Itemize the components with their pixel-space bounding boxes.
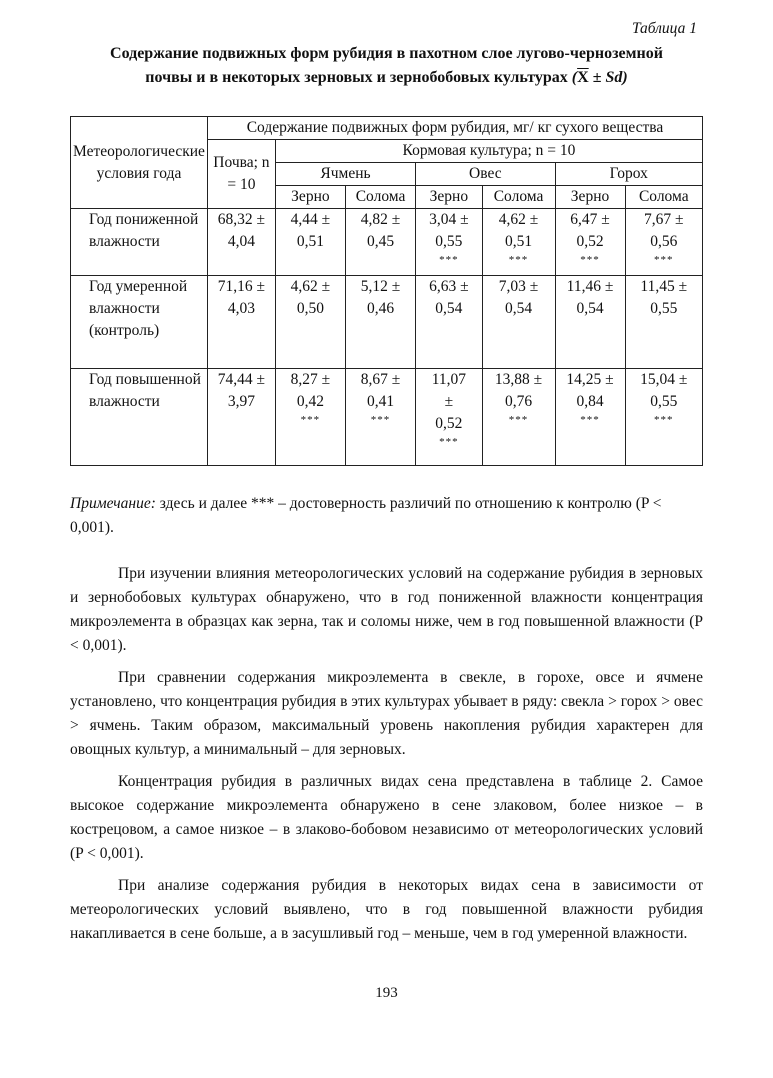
significance-mark: *** <box>580 254 600 266</box>
soil-value-line: 71,16 ± <box>217 278 266 295</box>
crop-value-line: 15,04 ± <box>640 371 688 388</box>
crop-value <box>416 276 482 369</box>
crop-value <box>275 276 345 369</box>
crop-value-line: 14,25 ± <box>566 371 614 388</box>
header-crop-1: Овес <box>416 163 555 186</box>
caption-formula-open: ( <box>571 69 578 86</box>
header-sub-2: Зерно <box>416 186 482 209</box>
crop-value-line: 0,54 <box>576 300 604 317</box>
significance-mark: *** <box>580 414 600 426</box>
soil-value <box>207 369 275 466</box>
crop-value-line: 0,46 <box>366 300 395 317</box>
significance-mark: *** <box>439 436 459 448</box>
significance-mark: *** <box>508 254 529 266</box>
rubidium-table <box>70 116 703 466</box>
soil-value-line: 4,04 <box>227 233 255 250</box>
crop-value <box>625 369 702 466</box>
crop-value <box>555 209 625 276</box>
header-soil: Почва; n = 10 <box>207 140 275 209</box>
crop-value-line: 0,56 <box>650 233 678 250</box>
crop-value <box>555 369 625 466</box>
crop-value-line: 0,51 <box>504 233 533 250</box>
crop-value-line: 0,76 <box>504 393 533 410</box>
crop-value-line: 0,54 <box>504 300 533 317</box>
crop-value <box>345 209 415 276</box>
crop-value-line: 0,50 <box>296 300 324 317</box>
crop-value-line: 6,63 ± <box>429 278 469 295</box>
crop-value-line: 0,41 <box>366 393 395 410</box>
crop-value-line: 0,42 <box>296 393 324 410</box>
header-content: Содержание подвижных форм рубидия, мг/ кг сухого вещества <box>207 117 702 140</box>
crop-value-line: 0,55 <box>650 393 678 410</box>
crop-value <box>555 276 625 369</box>
crop-value-line: 0,52 <box>576 233 604 250</box>
crop-value-line: 0,45 <box>366 233 395 250</box>
soil-value <box>207 209 275 276</box>
crop-value <box>345 276 415 369</box>
table-label: Таблица 1 <box>631 20 697 37</box>
significance-mark: *** <box>654 254 674 266</box>
header-sub-1: Солома <box>345 186 415 209</box>
crop-value-line: 7,67 ± <box>644 211 684 228</box>
crop-value-line: 0,55 <box>650 300 678 317</box>
body-text <box>70 562 703 954</box>
header-sub-0: Зерно <box>275 186 345 209</box>
caption-line-2-text: почвы и в некоторых зерновых и зернобобовых культурах <box>145 69 572 86</box>
crop-value-line: 5,12 ± <box>360 278 401 295</box>
crop-value <box>625 209 702 276</box>
crop-value <box>482 369 555 466</box>
paragraph: При сравнении содержания микроэлемента в свекле, в горохе, овсе и ячмене установлено, что концентрация рубидия в этих культурах убывает в ряду: свекла > горох > овес > ячмень. Таким образом, максимальный уровень накопления рубидия характерен для овощных культур, а минимальный – для зерновых. <box>70 669 703 758</box>
crop-value-line: 13,88 ± <box>494 371 543 388</box>
table-row <box>71 209 703 276</box>
crop-value-line: 3,04 ± <box>429 211 469 228</box>
caption-line-2 <box>70 66 703 90</box>
header-sub-5: Солома <box>625 186 702 209</box>
crop-value-line: 4,62 ± <box>498 211 539 228</box>
page-number: 193 <box>375 985 398 1001</box>
caption-formula-rest: ± Sd) <box>588 69 628 86</box>
table-row <box>71 276 703 369</box>
crop-value <box>482 209 555 276</box>
crop-value-line: 0,54 <box>435 300 463 317</box>
crop-value-line: 0,55 <box>435 233 463 250</box>
header-sub-3: Солома <box>482 186 555 209</box>
crop-value-line: 8,27 ± <box>290 371 331 388</box>
header-sub-4: Зерно <box>555 186 625 209</box>
crop-value-line: 11,07 <box>431 371 467 388</box>
soil-value-line: 68,32 ± <box>217 211 266 228</box>
crop-value <box>275 209 345 276</box>
table-note <box>70 492 703 540</box>
crop-value-line: 6,47 ± <box>570 211 610 228</box>
significance-mark: *** <box>439 254 459 266</box>
table-row <box>71 369 703 466</box>
significance-mark: *** <box>654 414 674 426</box>
crop-value <box>345 369 415 466</box>
soil-value <box>207 276 275 369</box>
significance-mark: *** <box>300 414 321 426</box>
crop-value-line: 4,44 ± <box>290 211 331 228</box>
crop-value-line: 0,52 <box>435 415 463 432</box>
caption-formula-x: $\overline{X}$ <box>577 69 589 86</box>
row-label: Год пониженной влажности <box>71 209 208 276</box>
crop-value-line: 7,03 ± <box>498 278 539 295</box>
header-conditions: Метеорологические условия года <box>71 117 208 209</box>
paragraph: При изучении влияния метеорологических условий на содержание рубидия в зерновых и зернобобовых культурах обнаружено, что в год пониженной влажности концентрация микроэлемента в образцах как зерна, так и соломы ниже, чем в год повышенной влажности (P < 0,001). <box>70 565 703 654</box>
soil-value-line: 4,03 <box>227 300 255 317</box>
crop-value <box>625 276 702 369</box>
crop-value <box>416 369 482 466</box>
paragraph: Концентрация рубидия в различных видах сена представлена в таблице 2. Самое высокое содержание микроэлемента обнаружено в сене злаковом, более низкое – в кострецовом, а самое низкое – в злаково-бобовом независимо от метеорологических условий (P < 0,001). <box>70 773 703 862</box>
paragraph: При анализе содержания рубидия в некоторых видах сена в зависимости от метеорологических условий выявлено, что в год повышенной влажности рубидия накапливается в сене больше, а в засушливый год – меньше, чем в год умеренной влажности. <box>70 877 703 942</box>
note-label: Примечание: <box>70 495 156 512</box>
crop-value <box>275 369 345 466</box>
crop-value-line: 0,51 <box>296 233 324 250</box>
crop-value-line: 4,62 ± <box>290 278 331 295</box>
significance-mark: *** <box>508 414 529 426</box>
significance-mark: *** <box>370 414 391 426</box>
header-crop: Кормовая культура; n = 10 <box>275 140 702 163</box>
header-crop-0: Ячмень <box>275 163 415 186</box>
note-text: здесь и далее *** – достоверность различий по отношению к контролю (P < 0,001). <box>70 495 662 536</box>
crop-value-line: 11,46 ± <box>566 278 614 295</box>
row-label: Год умеренной влажности (контроль) <box>71 276 208 369</box>
crop-value-line: 0,84 <box>576 393 604 410</box>
caption-formula <box>572 69 628 86</box>
soil-value-line: 3,97 <box>227 393 255 410</box>
crop-value <box>416 209 482 276</box>
soil-value-line: 74,44 ± <box>217 371 266 388</box>
crop-value-line: 4,82 ± <box>360 211 401 228</box>
caption-line-1: Содержание подвижных форм рубидия в пахотном слое лугово-черноземной <box>110 45 663 62</box>
row-label: Год повышенной влажности <box>71 369 208 466</box>
crop-value-line: ± <box>444 393 454 410</box>
crop-value <box>482 276 555 369</box>
crop-value-line: 11,45 ± <box>640 278 688 295</box>
crop-value-line: 8,67 ± <box>360 371 401 388</box>
header-crop-2: Горох <box>555 163 702 186</box>
table-caption <box>70 42 703 90</box>
